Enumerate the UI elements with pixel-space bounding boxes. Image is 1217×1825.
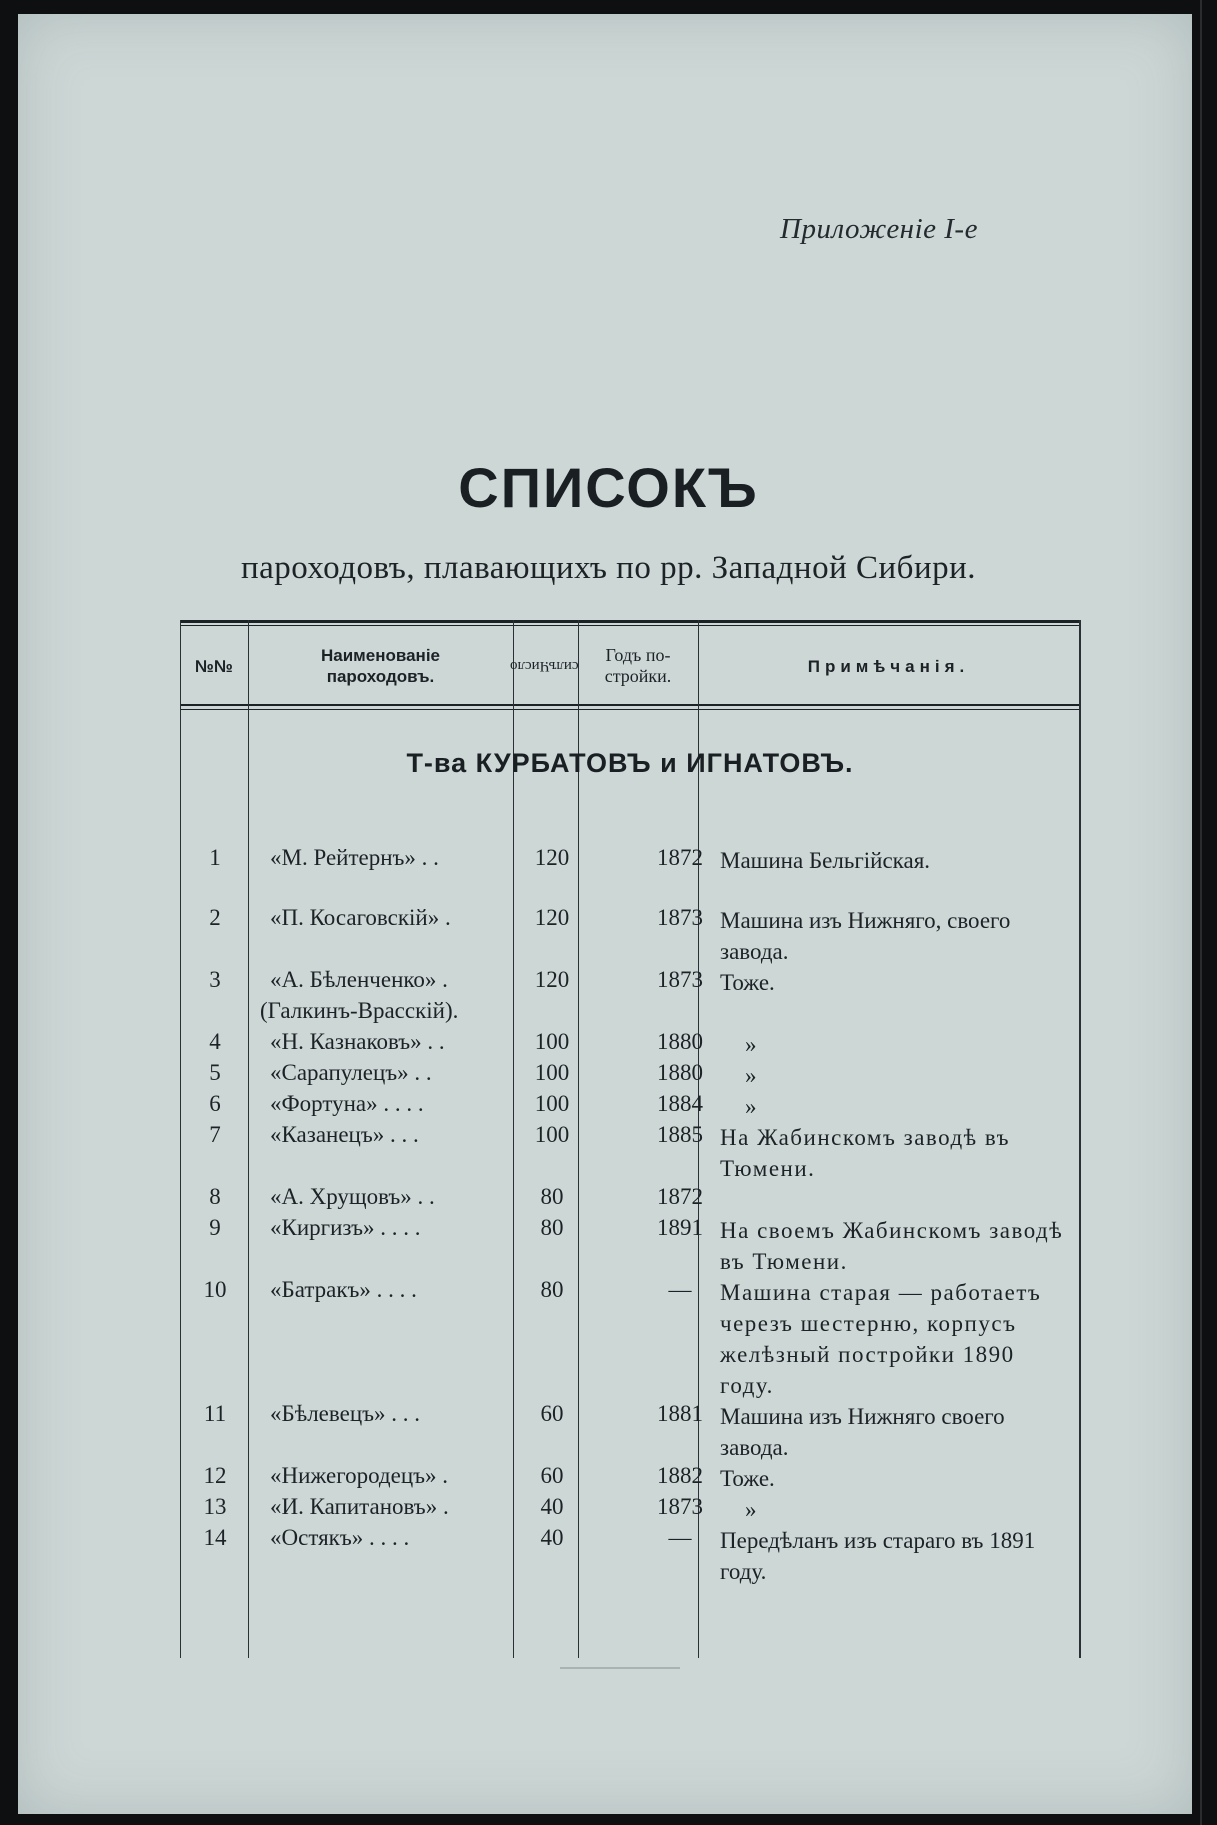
header-year-line2: стройки. xyxy=(604,666,672,686)
row-number: 14 xyxy=(203,1525,227,1550)
build-year: 1882 xyxy=(657,1463,703,1488)
row-note: Машина изъ Нижняго, своего завода. xyxy=(720,908,1011,964)
horsepower: 40 xyxy=(540,1525,564,1550)
row-number: 3 xyxy=(209,967,221,992)
horsepower: 100 xyxy=(534,1122,570,1147)
footer-mark xyxy=(560,1667,680,1669)
table-row xyxy=(180,1525,1080,1584)
table-row xyxy=(180,1215,1080,1274)
table-row xyxy=(180,1091,1080,1122)
header-name xyxy=(248,630,513,702)
document-subtitle: пароходовъ, плавающихъ по рр. Западной Сибири. xyxy=(240,550,977,586)
row-note: Тоже. xyxy=(720,1466,775,1491)
row-number: 12 xyxy=(203,1463,227,1488)
row-number: 13 xyxy=(203,1494,227,1519)
header-strength-line2: силъ. xyxy=(544,658,579,674)
build-year: — xyxy=(668,1525,692,1550)
steamer-name: «Киргизъ» . . . . xyxy=(270,1215,421,1240)
row-number: 2 xyxy=(209,905,221,930)
steamer-name: «Сарапулецъ» . . xyxy=(270,1060,432,1085)
row-number: 6 xyxy=(209,1091,221,1116)
build-year: 1872 xyxy=(657,845,703,870)
row-note: » xyxy=(745,1063,757,1088)
row-note: Машина старая — работаетъ черезъ шестерню, корпусъ желѣзный постройки 1890 году. xyxy=(720,1280,1042,1398)
build-year: 1884 xyxy=(657,1091,703,1116)
steamer-name: «Фортуна» . . . . xyxy=(270,1091,424,1116)
document-title: СПИСОКЪ xyxy=(458,456,759,519)
table-row xyxy=(180,1401,1080,1460)
row-note: » xyxy=(745,1032,757,1057)
build-year: 1872 xyxy=(657,1184,703,1209)
row-number: 11 xyxy=(203,1401,227,1426)
table-row xyxy=(180,1122,1080,1181)
row-note: Машина Бельгійская. xyxy=(720,848,931,873)
horsepower: 80 xyxy=(540,1215,564,1240)
steamer-name: «Нижегородецъ» . xyxy=(270,1463,449,1488)
header-number xyxy=(180,630,248,702)
build-year: 1880 xyxy=(657,1029,703,1054)
horsepower: 120 xyxy=(534,845,570,870)
row-number: 4 xyxy=(209,1029,221,1054)
row-note: На своемъ Жабинскомъ заводѣ въ Тюмени. xyxy=(720,1218,1064,1274)
table-row xyxy=(180,1060,1080,1091)
header-name-line2: пароходовъ. xyxy=(326,667,435,686)
build-year: 1873 xyxy=(657,1494,703,1519)
row-note: На Жабинскомъ заводѣ въ Тюмени. xyxy=(720,1125,1011,1181)
steamer-name: «Остякъ» . . . . xyxy=(270,1525,410,1550)
row-note: Передѣланъ изъ стараго въ 1891 году. xyxy=(720,1528,1036,1584)
horsepower: 100 xyxy=(534,1091,570,1116)
steamers-table xyxy=(180,620,1080,1658)
row-note: » xyxy=(745,1497,757,1522)
steamer-name-alt: (Галкинъ-Врасскій). xyxy=(260,998,459,1023)
table-row xyxy=(180,845,1080,876)
steamer-name: «Батракъ» . . . . xyxy=(270,1277,417,1302)
header-strength-line1: Число xyxy=(509,658,550,674)
steamer-name: «А. Хрущовъ» . . xyxy=(270,1184,435,1209)
header-notes-text: Примѣчанія. xyxy=(807,656,970,676)
table-row xyxy=(180,1277,1080,1398)
build-year: 1873 xyxy=(657,967,703,992)
steamer-name: «М. Рейтернъ» . . xyxy=(270,845,439,870)
build-year: 1891 xyxy=(657,1215,703,1240)
row-number: 7 xyxy=(209,1122,221,1147)
build-year: 1873 xyxy=(657,905,703,930)
steamer-name: «А. Бѣленченко» . xyxy=(270,967,448,992)
header-year xyxy=(578,630,698,702)
row-number: 8 xyxy=(209,1184,221,1209)
header-strength xyxy=(509,634,579,698)
horsepower: 120 xyxy=(534,905,570,930)
horsepower: 80 xyxy=(540,1277,564,1302)
horsepower: 100 xyxy=(534,1029,570,1054)
build-year: — xyxy=(668,1277,692,1302)
steamer-name: «П. Косаговскій» . xyxy=(270,905,451,930)
horsepower: 60 xyxy=(540,1401,564,1426)
horsepower: 60 xyxy=(540,1463,564,1488)
build-year: 1881 xyxy=(657,1401,703,1426)
build-year: 1885 xyxy=(657,1122,703,1147)
steamer-name: «Казанецъ» . . . xyxy=(270,1122,419,1147)
row-note: Машина изъ Нижняго своего завода. xyxy=(720,1404,1005,1460)
row-number: 5 xyxy=(209,1060,221,1085)
row-number: 1 xyxy=(209,845,221,870)
table-row xyxy=(180,1494,1080,1525)
header-number-text: №№ xyxy=(195,656,233,676)
horsepower: 120 xyxy=(534,967,570,992)
table-row xyxy=(180,1184,1080,1215)
table-row xyxy=(180,905,1080,964)
header-name-line1: Наименованіе xyxy=(321,646,440,665)
steamer-name: «И. Капитановъ» . xyxy=(270,1494,449,1519)
steamer-name: «Н. Казнаковъ» . . xyxy=(270,1029,445,1054)
row-note: Тоже. xyxy=(720,970,775,995)
row-number: 9 xyxy=(209,1215,221,1240)
header-notes xyxy=(698,630,1079,702)
build-year: 1880 xyxy=(657,1060,703,1085)
steamer-name: «Бѣлевецъ» . . . xyxy=(270,1401,421,1426)
appendix-label: Приложеніе I-е xyxy=(780,213,978,245)
page-edge-line xyxy=(1200,0,1202,1825)
horsepower: 100 xyxy=(534,1060,570,1085)
row-number: 10 xyxy=(203,1277,227,1302)
header-year-line1: Годъ по- xyxy=(605,645,671,665)
table-row xyxy=(180,1463,1080,1494)
horsepower: 40 xyxy=(540,1494,564,1519)
horsepower: 80 xyxy=(540,1184,564,1209)
table-row xyxy=(180,967,1080,1023)
row-note: » xyxy=(745,1094,757,1119)
table-row xyxy=(180,1029,1080,1060)
section-heading: Т-ва КУРБАТОВЪ и ИГНАТОВЪ. xyxy=(406,748,854,778)
